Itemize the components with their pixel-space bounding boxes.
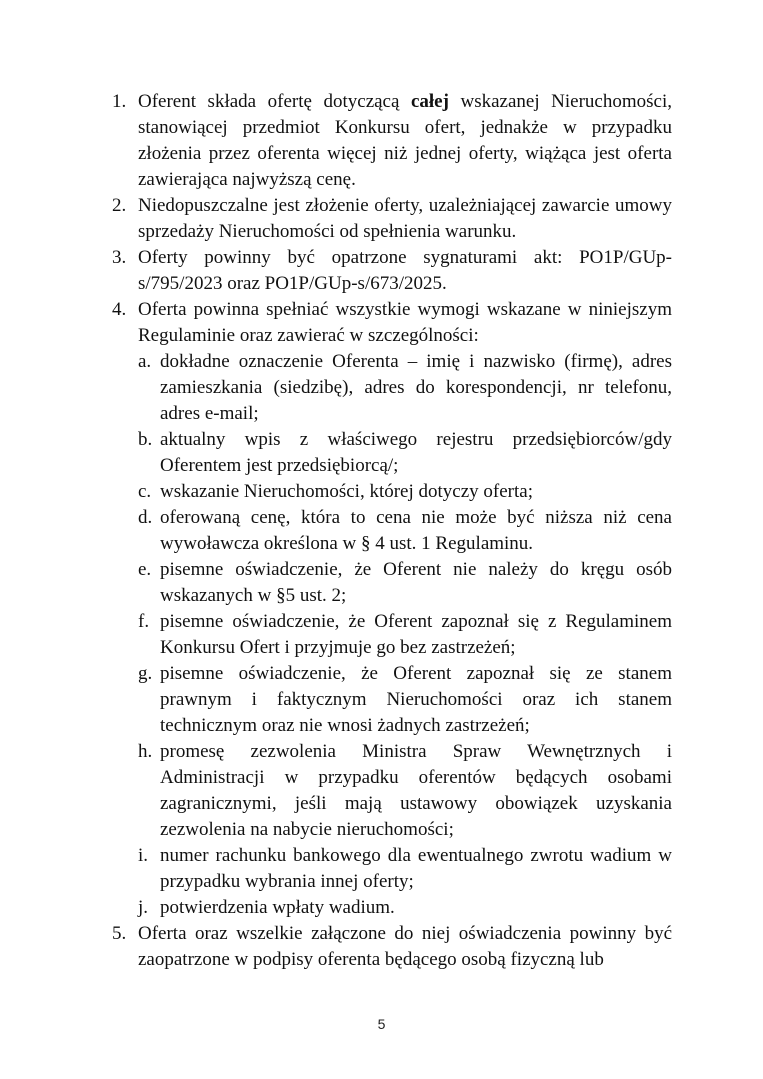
list-number: 2. bbox=[112, 195, 127, 216]
list-text: Oferent składa ofertę dotyczącą bbox=[138, 91, 411, 112]
sub-text: pisemne oświadczenie, że Oferent nie należy do kręgu osób wskazanych w §5 ust. 2; bbox=[160, 559, 672, 606]
list-number: 1. bbox=[112, 91, 127, 112]
sub-letter: b. bbox=[138, 429, 153, 450]
sub-letter: g. bbox=[138, 663, 153, 684]
sub-item-g bbox=[138, 661, 672, 739]
sub-item-c bbox=[138, 479, 672, 505]
sub-letter: i. bbox=[138, 845, 149, 866]
bold-text: całej bbox=[410, 91, 449, 112]
sub-item-a bbox=[138, 349, 672, 427]
sub-letter: d. bbox=[138, 507, 153, 528]
sub-letter: c. bbox=[138, 481, 152, 502]
sub-text: aktualny wpis z właściwego rejestru przedsiębiorców/gdy Oferentem jest przedsiębiorcą/; bbox=[160, 429, 672, 476]
list-item-3 bbox=[112, 245, 672, 297]
sub-text: dokładne oznaczenie Oferenta – imię i nazwisko (firmę), adres zamieszkania (siedzibę), adres do korespondencji, nr telefonu, adres e-mail; bbox=[160, 351, 672, 424]
sub-letter: e. bbox=[138, 559, 152, 580]
list-number: 4. bbox=[112, 299, 127, 320]
sub-item-j bbox=[138, 895, 672, 921]
sub-text: potwierdzenia wpłaty wadium. bbox=[160, 897, 395, 918]
sub-list bbox=[138, 349, 672, 921]
sub-item-d bbox=[138, 505, 672, 557]
list-number: 3. bbox=[112, 247, 127, 268]
numbered-list bbox=[112, 89, 672, 973]
list-item-5 bbox=[112, 921, 672, 973]
sub-item-i bbox=[138, 843, 672, 895]
sub-letter: a. bbox=[138, 351, 152, 372]
sub-item-b bbox=[138, 427, 672, 479]
list-text: Oferty powinny być opatrzone sygnaturami akt: PO1P/GUp-s/795/2023 oraz PO1P/GUp-s/673/2025. bbox=[138, 247, 672, 294]
list-number: 5. bbox=[112, 923, 127, 944]
sub-text: pisemne oświadczenie, że Oferent zapoznał się ze stanem prawnym i faktycznym Nieruchomości oraz ich stanem technicznym oraz nie wnosi żadnych zastrzeżeń; bbox=[160, 663, 672, 736]
list-text: Oferta oraz wszelkie załączone do niej oświadczenia powinny być zaopatrzone w podpisy oferenta będącego osobą fizyczną lub bbox=[138, 923, 672, 970]
sub-letter: h. bbox=[138, 741, 153, 762]
list-item-1 bbox=[112, 89, 672, 193]
sub-text: promesę zezwolenia Ministra Spraw Wewnętrznych i Administracji w przypadku oferentów będących osobami zagranicznymi, jeśli mają ustawowy obowiązek uzyskania zezwolenia na nabycie nieruchomości; bbox=[160, 741, 672, 840]
list-text: Niedopuszczalne jest złożenie oferty, uzależniającej zawarcie umowy sprzedaży Nieruchomości od spełnienia warunku. bbox=[138, 195, 672, 242]
list-item-4 bbox=[112, 297, 672, 921]
sub-text: pisemne oświadczenie, że Oferent zapoznał się z Regulaminem Konkursu Ofert i przyjmuje go bez zastrzeżeń; bbox=[160, 611, 672, 658]
sub-item-f bbox=[138, 609, 672, 661]
list-item-2 bbox=[112, 193, 672, 245]
sub-letter: j. bbox=[138, 897, 149, 918]
sub-item-e bbox=[138, 557, 672, 609]
sub-text: oferowaną cenę, która to cena nie może być niższa niż cena wywoławcza określona w § 4 ust. 1 Regulaminu. bbox=[160, 507, 672, 554]
list-text: wskazanej Nieruchomości, stanowiącej przedmiot Konkursu ofert, jednakże w przypadku złożenia przez oferenta więcej niż jednej oferty, wiążąca jest oferta zawierająca najwyższą cenę. bbox=[138, 91, 672, 190]
sub-text: wskazanie Nieruchomości, której dotyczy oferta; bbox=[160, 481, 533, 502]
sub-letter: f. bbox=[138, 611, 150, 632]
list-text: Oferta powinna spełniać wszystkie wymogi wskazane w niniejszym Regulaminie oraz zawierać w szczególności: bbox=[138, 299, 672, 346]
page-number: 5 bbox=[377, 1016, 386, 1032]
sub-item-h bbox=[138, 739, 672, 843]
sub-text: numer rachunku bankowego dla ewentualnego zwrotu wadium w przypadku wybrania innej oferty; bbox=[160, 845, 672, 892]
